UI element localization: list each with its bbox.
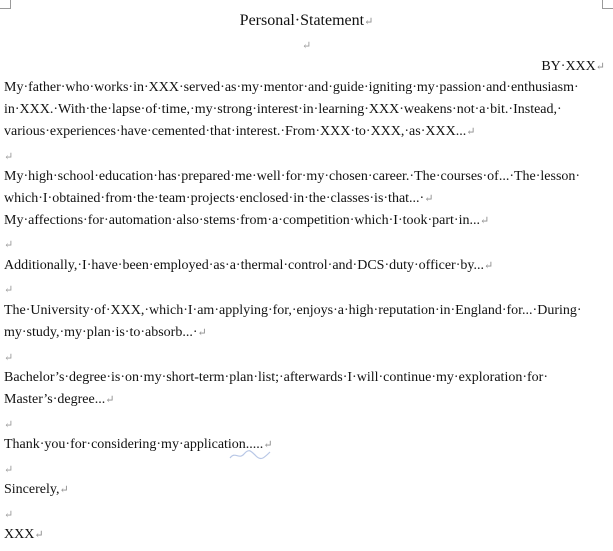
body-line-6 — [4, 210, 605, 232]
line-text: XXX — [4, 527, 35, 542]
line-text: My·father·who·works·in·XXX·served·as·my·mentor·and·guide·igniting·my·passion·and·enthusiasm· — [4, 80, 579, 95]
paragraph-mark: ↵ — [424, 193, 434, 205]
paragraph-mark: ↵ — [483, 260, 494, 272]
paragraph-mark: ↵ — [364, 16, 374, 28]
line-text: my·study,·my·plan·is·to·absorb...· — [4, 325, 198, 340]
page-corner-right — [602, 0, 613, 9]
byline-text: BY·XXX — [541, 59, 596, 74]
body-line-8 — [4, 300, 605, 322]
signature-name — [4, 524, 605, 546]
paragraph-mark: ↵ — [34, 529, 44, 541]
line-text: Bachelor’s·degree·is·on·my·short-term·plan·list;·afterwards·I·will·continue·my·exploration·for· — [4, 370, 548, 385]
line-text: various·experiences·have·cemented·that·interest.·From·XXX·to·XXX,·as·XXX... — [4, 124, 467, 139]
body-line-4 — [4, 166, 605, 188]
empty-paragraph-mark: ↵ — [4, 352, 14, 364]
empty-paragraph-mark: ↵ — [4, 239, 14, 251]
body-line-3 — [4, 121, 605, 143]
body-line-12 — [4, 434, 605, 456]
document-title — [0, 10, 613, 33]
title-text: Personal·Statement — [239, 12, 365, 29]
body-line-10 — [4, 367, 605, 389]
empty-paragraph-mark: ↵ — [4, 464, 14, 476]
paragraph-mark: ↵ — [59, 484, 69, 496]
paragraph-mark: ↵ — [479, 215, 490, 227]
empty-paragraph-mark: ↵ — [4, 419, 14, 431]
paragraph-mark: ↵ — [595, 61, 605, 73]
page-corner-left — [0, 0, 11, 9]
body-line-11 — [4, 389, 605, 411]
line-text: Master’s·degree... — [4, 392, 106, 407]
line-text: Thank·you·for·considering·my·application..... — [4, 437, 264, 452]
line-text: Sincerely, — [4, 482, 60, 497]
empty-paragraph-mark: ↵ — [4, 284, 14, 296]
empty-paragraph-mark: ↵ — [302, 40, 312, 52]
paragraph-mark: ↵ — [466, 126, 476, 138]
body-line-5 — [4, 188, 605, 210]
body-line-13 — [4, 479, 605, 501]
paragraph-mark: ↵ — [263, 439, 273, 451]
line-text: in·XXX.·With·the·lapse·of·time,·my·strong·interest·in·learning·XXX·weakens·not·a·bit.·Instead,· — [4, 102, 562, 117]
body-line-9 — [4, 322, 605, 344]
line-text: The·University·of·XXX,·which·I·am·applying·for,·enjoys·a·high·reputation·in·England·for...·During· — [4, 303, 582, 318]
line-text: My·affections·for·automation·also·stems·from·a·competition·which·I·took·part·in... — [4, 213, 480, 228]
line-text: My·high·school·education·has·prepared·me·well·for·my·chosen·career.·The·courses·of...·The·lesson· — [4, 169, 581, 184]
line-text: which·I·obtained·from·the·team·projects·enclosed·in·the·classes·is·that...· — [4, 191, 425, 206]
pen-scribble-icon — [229, 448, 271, 460]
line-text: Additionally,·I·have·been·employed·as·a·thermal·control·and·DCS·duty·officer·by... — [4, 258, 484, 273]
body-line-7 — [4, 255, 605, 277]
empty-paragraph-mark: ↵ — [4, 151, 14, 163]
paragraph-mark: ↵ — [197, 327, 207, 339]
empty-paragraph-mark: ↵ — [4, 509, 14, 521]
body-line-1 — [4, 77, 605, 99]
paragraph-mark: ↵ — [105, 394, 115, 406]
byline — [541, 56, 605, 78]
body-line-2 — [4, 99, 605, 121]
